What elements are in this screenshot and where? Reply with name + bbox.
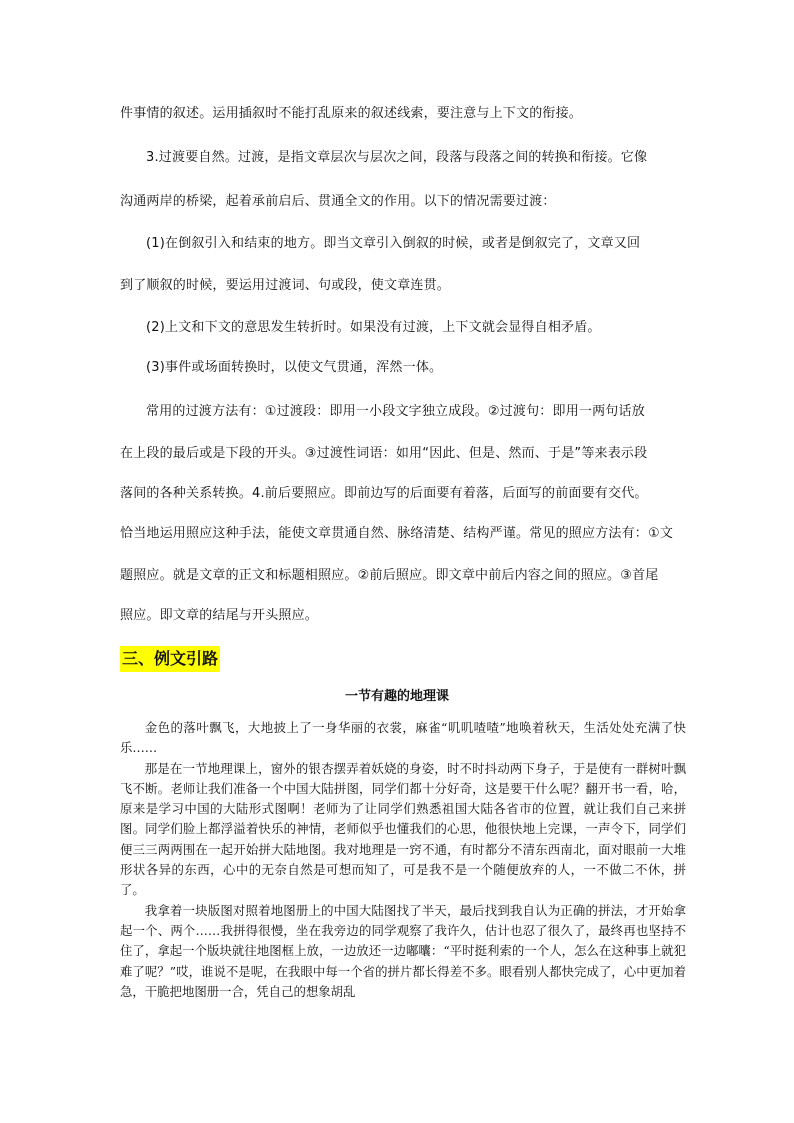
text-line-8: 常用的过渡方法有：①过渡段：即用一小段文字独立成段。②过渡句：即用一两句话放 (146, 404, 645, 419)
essay-title: 一节有趣的地理课 (344, 689, 449, 704)
text-line-2: 3.过渡要自然。过渡，是指文章层次与层次之间，段落与段落之间的转换和衔接。它像 (146, 150, 648, 165)
text-line-4: (1)在倒叙引入和结束的地方。即当文章引入倒叙的时候，或者是倒叙完了，文章又回 (146, 236, 641, 251)
text-line-9: 在上段的最后或是下段的开头。③过渡性词语：如用“因此、但是、然而、于是”等来表示段 (120, 446, 648, 461)
essay-body (120, 718, 686, 1002)
section-heading: 三、例文引路 (120, 646, 220, 672)
essay-paragraph-2: 那是在一节地理课上，窗外的银杏摆弄着妖娆的身姿，时不时抖动两下身子，于是使有一群树叶飘飞不断。老师让我们准备一个中国大陆拼图，同学们都十分好奇，这是要干什么呢？翻开书一看，哈，原来是学习中国的大陆形式图啊！老师为了让同学们熟悉祖国大陆各省市的位置，就让我们自己来拼图。同学们脸上都浮溢着快乐的神情，老师似乎也懂我们的心思，他很快地上完课，一声令下，同学们便三三两两围在一起开始拼大陆地图。我对地理是一窍不通，有时都分不清东西南北，面对眼前一大堆形状各异的东西，心中的无奈自然是可想而知了，可是我不是一个随便放弃的人，一不做二不休，拼了。 (120, 760, 686, 898)
essay-paragraph-3: 我拿着一块版图对照着地图册上的中国大陆图找了半天，最后找到我自认为正确的拼法，才开始拿起一个、两个……我拼得很慢，坐在我旁边的同学观察了我许久，估计也忍了很久了，最终再也坚持不住了，拿起一个版块就往地图框上放，一边放还一边嘟囔：“平时挺利索的一个人，怎么在这种事上就犯难了呢？”哎，谁说不是呢，在我眼中每一个省的拼片都长得差不多。眼看别人都快完成了，心中更加着急，干脆把地图册一合，凭自己的想象胡乱 (120, 902, 686, 999)
text-line-3: 沟通两岸的桥梁，起着承前启后、贯通全文的作用。以下的情况需要过渡： (120, 194, 556, 209)
text-line-10: 落间的各种关系转换。4.前后要照应。即前边写的后面要有着落，后面写的前面要有交代。 (120, 486, 648, 501)
text-line-13: 照应。即文章的结尾与开头照应。 (120, 608, 319, 623)
text-line-12: 题照应。就是文章的正文和标题相照应。②前后照应。即文章中前后内容之间的照应。③首尾 (120, 568, 659, 583)
text-line-1: 件事情的叙述。运用插叙时不能打乱原来的叙述线索，要注意与上下文的衔接。 (120, 106, 583, 121)
essay-paragraph-1: 金色的落叶飘飞，大地披上了一身华丽的衣裳，麻雀“叽叽喳喳”地唤着秋天，生活处处充满了快乐…… (120, 720, 686, 756)
text-line-7: (3)事件或场面转换时，以使文气贯通，浑然一体。 (146, 360, 443, 375)
text-line-11: 恰当地运用照应这种手法，能使文章贯通自然、脉络清楚、结构严谨。常见的照应方法有：①文 (120, 526, 674, 541)
text-line-6: (2)上文和下文的意思发生转折时。如果没有过渡，上下文就会显得自相矛盾。 (146, 320, 601, 335)
text-line-5: 到了顺叙的时候，要运用过渡词、句或段，使文章连贯。 (120, 278, 451, 293)
